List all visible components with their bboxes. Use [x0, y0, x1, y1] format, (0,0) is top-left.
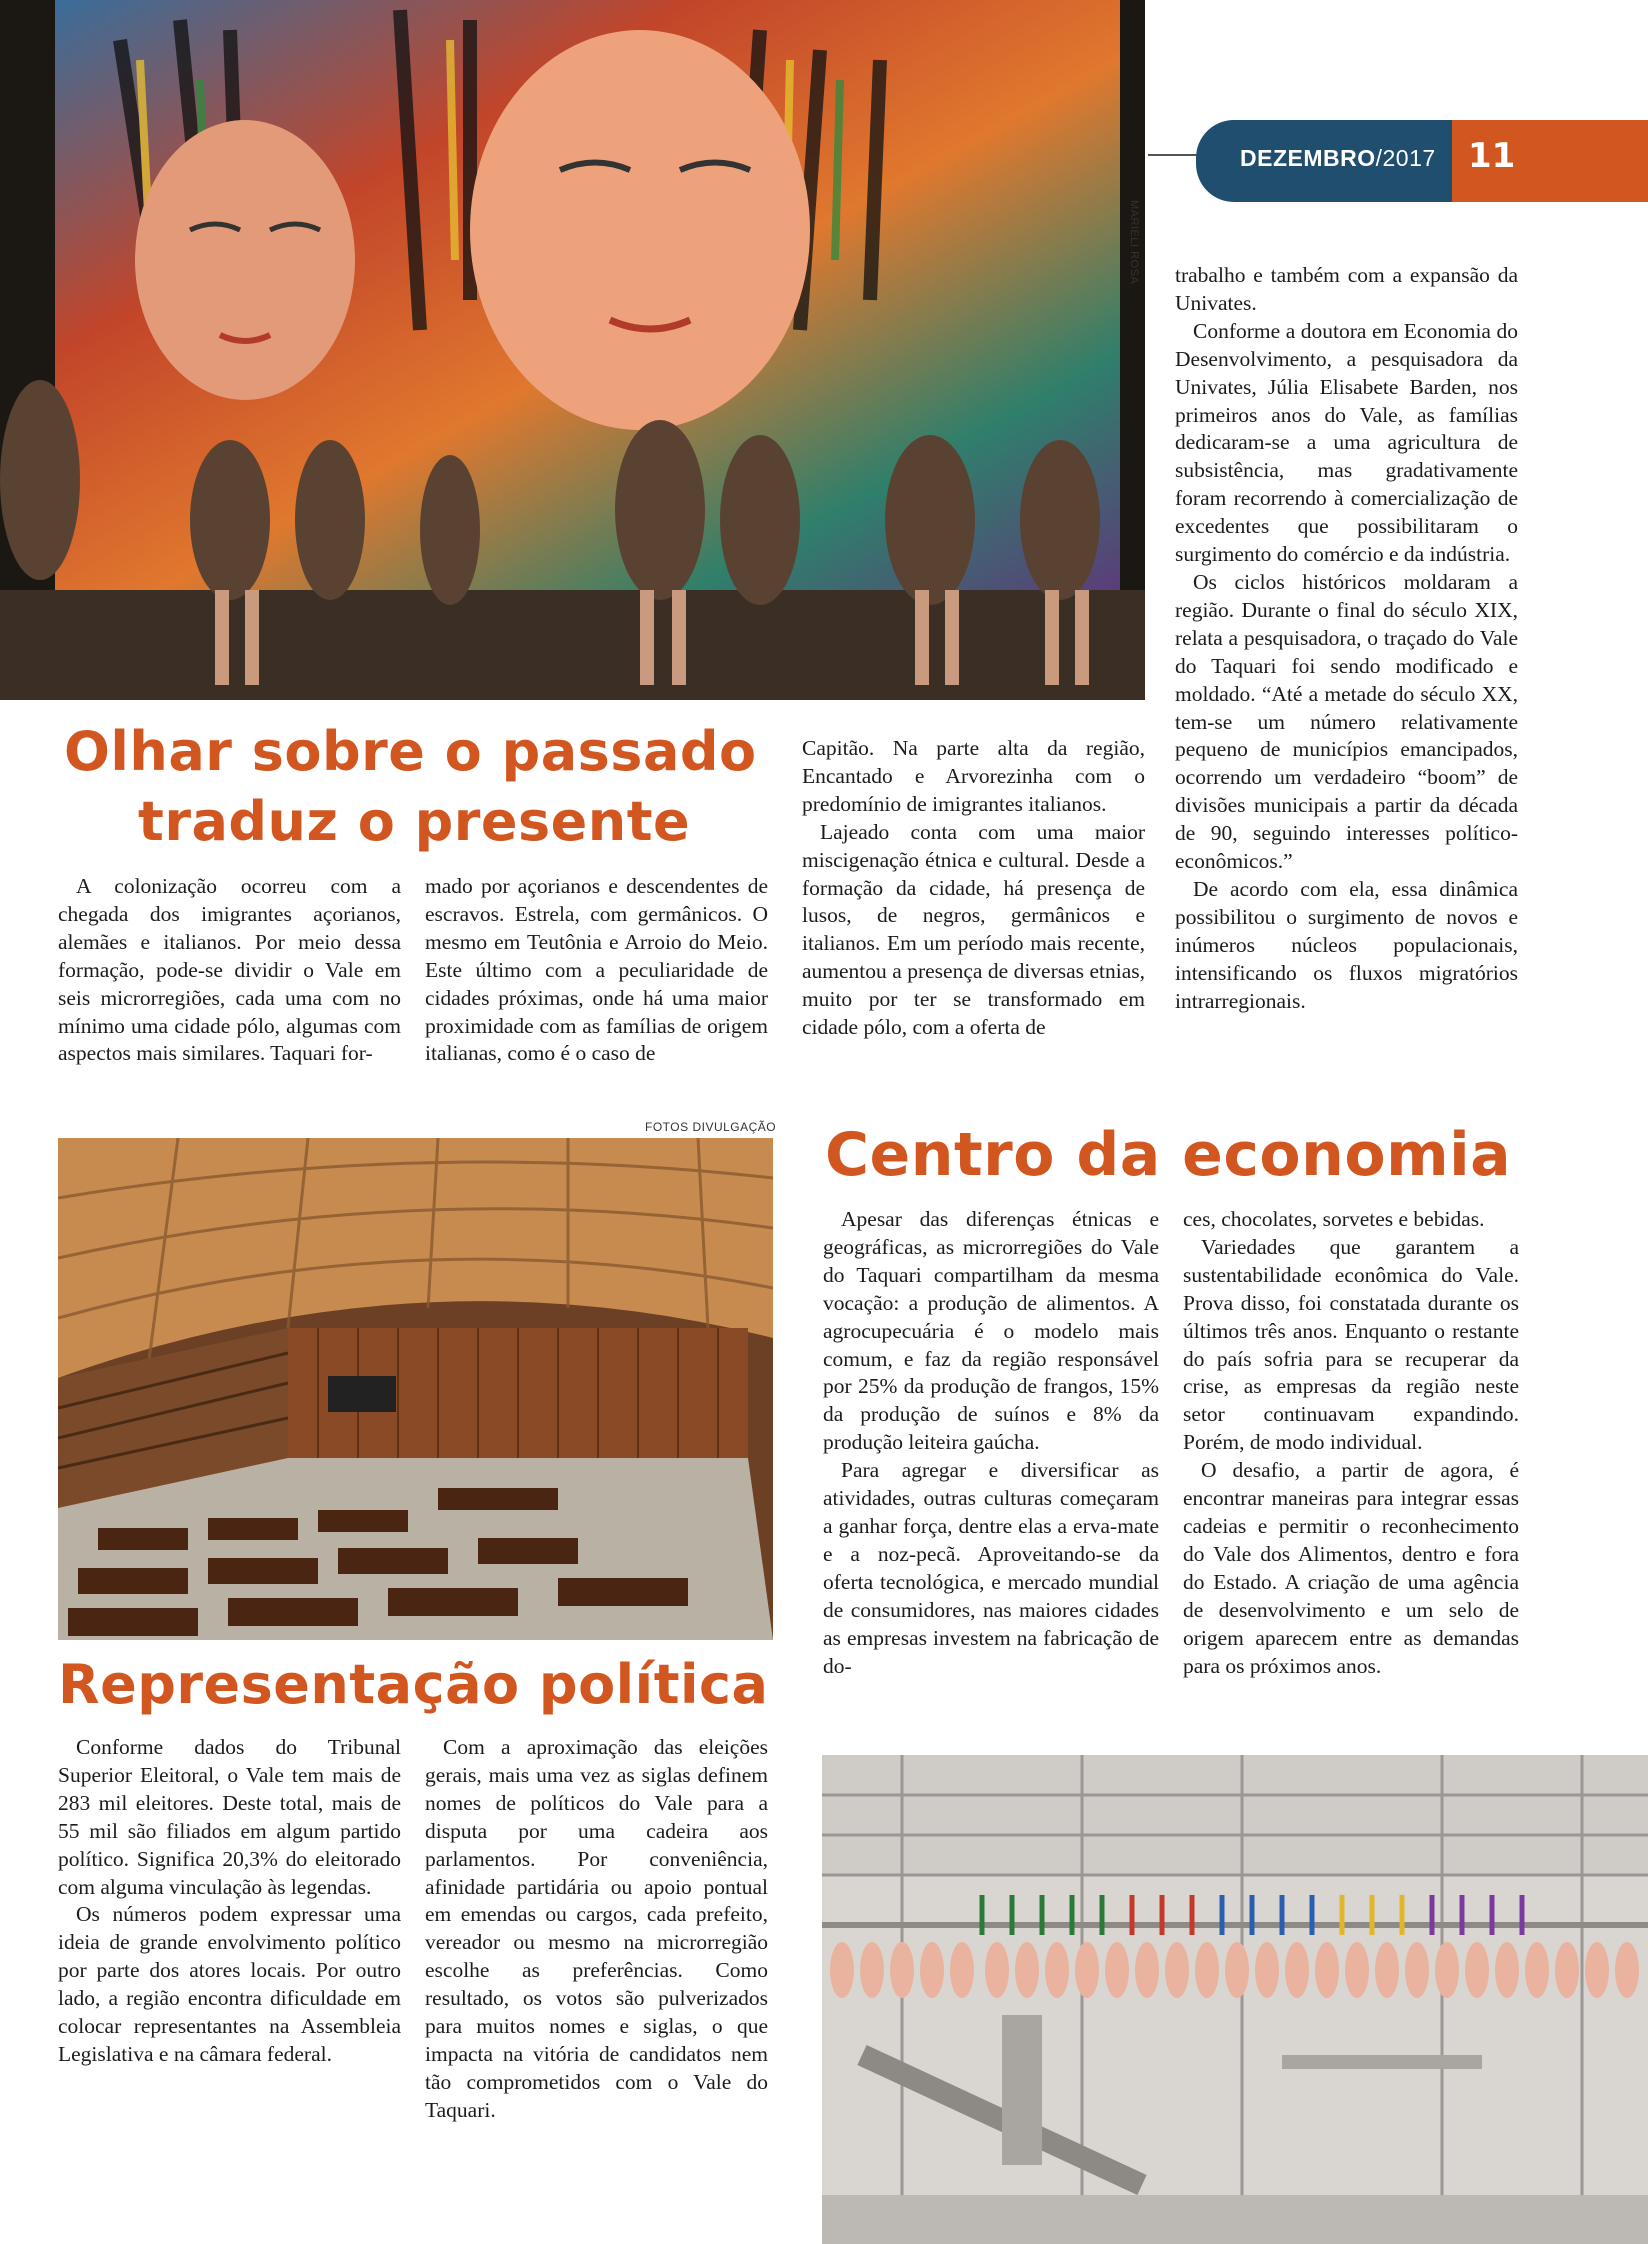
page-number: 11: [1468, 136, 1516, 176]
article1-title-line2: traduz o presente: [138, 790, 691, 853]
article3-col1-paragraph-1: Apesar das diferenças étnicas e geográficas, as microrregiões do Vale do Taquari compartilham da mesma vocação: a produção de alimentos. A agrocupecuária é o modelo mais comum, e faz da região responsável por 25% da produção de frangos, 15% da produção de suínos e 8% da produção leiteira gaúcha.: [823, 1207, 1159, 1455]
article3-col2-paragraph-2: Variedades que garantem a sustentabilidade econômica do Vale. Prova disso, foi constatada durante os últimos três anos. Enquanto o restante do país sofria para se recuperar da crise, as empresas da região neste setor continuavam expandindo. Porém, de modo individual.: [1183, 1234, 1519, 1455]
article2-col2-paragraph-1: Com a aproximação das eleições gerais, mais uma vez as siglas definem nomes de políticos do Vale para a disputa por uma cadeira aos parlamentos. Por conveniência, afinidade partidária ou apoio pontual em emendas ou cargos, cada prefeito, vereador ou mesmo na microrregião escolhe as preferências. Como resultado, os votos são pulverizados para muitos nomes e siglas, o que impacta na vitória de candidatos nem tão comprometidos com o Vale do Taquari.: [425, 1735, 768, 2122]
article3-col1-paragraph-2: Para agregar e diversificar as atividades, outras culturas começaram a ganhar força, dentre elas a erva-mate e a noz-pecã. Aproveitando-se da oferta tecnológica, e mercado mundial de consumidores, nas maiores cidades as empresas investem na fabricação de do-: [823, 1458, 1159, 1678]
photo-dance-performance: [0, 0, 1145, 700]
photo-poultry-processing-line: [822, 1755, 1648, 2244]
article1-column-4: [1175, 262, 1518, 1015]
photo-credit-bottom: FOTOS DIVULGAÇÃO: [645, 1120, 777, 1134]
article1-column-3: [802, 735, 1145, 1042]
article2-col1-paragraph-1: Conforme dados do Tribunal Superior Eleitoral, o Vale tem mais de 283 mil eleitores. Deste total, mais de 55 mil são filiados em algum partido político. Significa 20,3% do eleitorado com alguma vinculação às legendas.: [58, 1735, 401, 1899]
article1-col4-paragraph-3: Os ciclos históricos moldaram a região. Durante o final do século XIX, relata a pesquisadora, o traçado do Vale do Taquari foi sendo modificado e moldado. “Até a metade do século XX, tem-se um número relativamente pequeno de municípios emancipados, ocorrendo um verdadeiro “boom” de divisões municipais a partir da década de 90, seguindo interesses político-econômicos.”: [1175, 569, 1518, 874]
article3-col2-paragraph-3: O desafio, a partir de agora, é encontrar maneiras para integrar essas cadeias e permitir o reconhecimento do Vale dos Alimentos, dentro e fora do Estado. A criação de uma agência de desenvolvimento e um selo de origem aparecem entre as demandas para os próximos anos.: [1183, 1458, 1519, 1678]
article1-column-2: [425, 873, 768, 1068]
article1-col4-paragraph-1: trabalho e também com a expansão da Univates.: [1175, 263, 1518, 315]
article3-title: Centro da economia: [825, 1120, 1512, 1190]
article1-col3-paragraph-1: Capitão. Na parte alta da região, Encantado e Arvorezinha com o predomínio de imigrantes italianos.: [802, 736, 1145, 816]
article1-col4-paragraph-2: Conforme a doutora em Economia do Desenvolvimento, a pesquisadora da Univates, Júlia Elisabete Barden, nos primeiros anos do Vale, as famílias dedicaram-se a uma agricultura de subsistência, mas gradativamente foram recorrendo à comercialização de excedentes que possibilitaram o surgimento do comércio e da indústria.: [1175, 318, 1518, 567]
photo-legislative-assembly: [58, 1138, 773, 1640]
article1-column-1: [58, 873, 401, 1068]
article3-col2-paragraph-1: ces, chocolates, sorvetes e bebidas.: [1183, 1207, 1485, 1231]
article2-title: Representação política: [58, 1653, 769, 1716]
article1-col2-paragraph: mado por açorianos e descendentes de escravos. Estrela, com germânicos. O mesmo em Teutônia e Arroio do Meio. Este último com a peculiaridade de cidades próximas, onde há uma maior proximidade com as famílias de origem italianas, como é o caso de: [425, 874, 768, 1066]
article2-col1-paragraph-2: Os números podem expressar uma ideia de grande envolvimento político por parte dos atores locais. Por outro lado, a região encontra dificuldade em colocar representantes na Assembleia Legislativa e na câmara federal.: [58, 1902, 401, 2066]
header-rule: [1148, 154, 1198, 156]
article1-col1-paragraph: A colonização ocorreu com a chegada dos imigrantes açorianos, alemães e italianos. Por meio dessa formação, pode-se dividir o Vale em seis microrregiões, cada uma com no mínimo uma cidade pólo, algumas com aspectos mais similares. Taquari for-: [58, 874, 401, 1066]
issue-date: DEZEMBRO/2017: [1240, 145, 1436, 171]
article3-column-2: [1183, 1206, 1519, 1680]
article3-column-1: [823, 1206, 1159, 1680]
article2-column-2: [425, 1734, 768, 2125]
article1-title-line1: Olhar sobre o passado: [64, 720, 757, 783]
article2-column-1: [58, 1734, 401, 2069]
photo-credit-top: MARIELI ROSA: [1128, 200, 1140, 285]
article1-col3-paragraph-2: Lajeado conta com uma maior miscigenação étnica e cultural. Desde a formação da cidade, há presença de lusos, de negros, germânicos e italianos. Em um período mais recente, aumentou a presença de diversas etnias, muito por ter se transformado em cidade pólo, com a oferta de: [802, 819, 1145, 1040]
article1-col4-paragraph-4: De acordo com ela, essa dinâmica possibilitou o surgimento de novos e inúmeros núcleos populacionais, intensificando os fluxos migratórios intrarregionais.: [1175, 876, 1518, 1013]
